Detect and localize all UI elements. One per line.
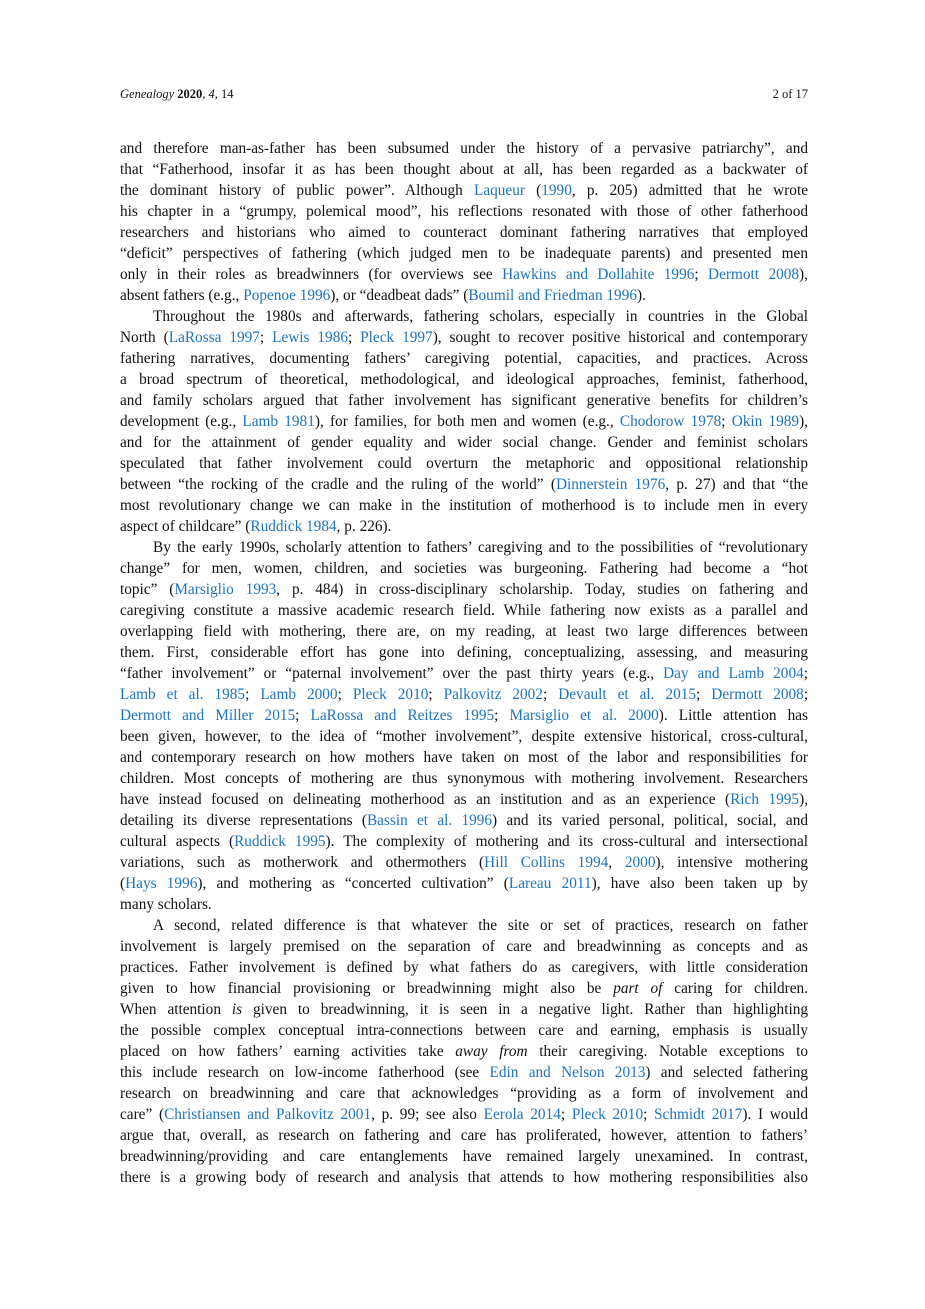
text-run: his chapter in a “grumpy, polemical mood”, his reflections resonated with those of other fatherhood [120,203,808,220]
text-line [120,579,808,600]
text-line [120,642,808,663]
text-run: the dominant history of public power”. Although [120,182,474,199]
text-line [120,453,808,474]
text-run: absent fathers (e.g., [120,287,244,304]
text-line [120,327,808,348]
journal-issue: 14 [221,87,234,101]
text-run: ; [560,1106,572,1123]
text-run: placed on how fathers’ earning activities take [120,1043,456,1060]
citation-link[interactable]: Pleck 2010 [352,686,429,703]
text-run: and therefore man-as-father has been subsumed under the history of a pervasive patriarchy”, and [120,140,808,157]
text-run: change” for men, women, children, and societies was burgeoning. Fathering had become a “hot [120,560,808,577]
text-line [120,411,808,432]
text-run: a broad spectrum of theoretical, methodological, and ideological approaches, feminist, fatherhood, [120,371,808,388]
text-line [120,222,808,243]
text-line [120,1104,808,1125]
text-run: and for the attainment of gender equality and wider social change. Gender and feminist scholars [120,434,808,451]
citation-link[interactable]: Lamb 2000 [260,686,338,703]
text-run: most revolutionary change we can make in the institution of motherhood is to include men in every [120,497,808,514]
text-line [120,516,808,537]
text-line [120,684,808,705]
text-run: , p. 484) in cross-disciplinary scholarship. Today, studies on fathering and [276,581,808,598]
citation-link[interactable]: Lamb 1981 [242,413,315,430]
text-run: ; [295,707,311,724]
text-run: ; [428,686,444,703]
text-run: there is a growing body of research and analysis that attends to how mothering responsibilities also [120,1169,808,1186]
text-run: care” ( [120,1106,165,1123]
text-run: , [608,854,625,871]
text-line [120,264,808,285]
text-line [120,201,808,222]
text-run: , p. 205) admitted that he wrote [571,182,808,199]
text-line [120,978,808,999]
citation-link[interactable]: Chodorow 1978 [619,413,722,430]
text-run: and contemporary research on how mothers have taken on most of the labor and responsibilities for [120,749,808,766]
text-line [120,789,808,810]
text-run: caregiving constitute a massive academic research field. While fathering now exists as a parallel and [120,602,808,619]
text-line [120,306,808,327]
emphasis-text: away from [455,1043,528,1060]
text-run: given to breadwinning, it is seen in a negative light. Rather than highlighting [242,1001,808,1018]
citation-link[interactable]: Bassin et al. 1996 [366,812,493,829]
citation-link[interactable]: Boumil and Friedman 1996 [468,287,638,304]
text-run: between “the rocking of the cradle and the ruling of the world” ( [120,476,556,493]
text-line [120,1020,808,1041]
text-run: A second, related difference is that whatever the site or set of practices, research on father [153,917,808,934]
citation-link[interactable]: Palkovitz 2002 [443,686,543,703]
citation-link[interactable]: Devault et al. 2015 [558,686,697,703]
text-run: ). [637,287,646,304]
text-run: ). Little attention has [658,707,808,724]
text-run: children. Most concepts of mothering are thus synonymous with mothering involvement. Researchers [120,770,808,787]
text-run: been given, however, to the idea of “mother involvement”, despite extensive historical, cross-cultural, [120,728,808,745]
text-run: only in their roles as breadwinners (for overviews see [120,266,503,283]
text-line [120,285,808,306]
text-run: their caregiving. Notable exceptions to [527,1043,808,1060]
text-run: ; [337,686,353,703]
citation-link[interactable]: Laqueur [474,182,525,199]
text-run: ; [348,329,361,346]
text-run: When attention [120,1001,232,1018]
text-run: detailing its diverse representations ( [120,812,367,829]
citation-link[interactable]: Pleck 2010 [571,1106,644,1123]
journal-volume: 4 [208,87,215,101]
citation-link[interactable]: 1990 [541,182,572,199]
text-run: them. First, considerable effort has gone into defining, conceptualizing, assessing, and measuring [120,644,808,661]
text-run: ) and selected fathering [645,1064,808,1081]
text-run: cultural aspects ( [120,833,235,850]
text-run: ), have also been taken up by [591,875,808,892]
paragraph [120,306,808,537]
text-run: ; [803,665,808,682]
emphasis-text: part of [613,980,663,997]
text-line [120,369,808,390]
citation-link[interactable]: LaRossa 1997 [168,329,260,346]
text-run: , p. 99; see also [371,1106,484,1123]
text-run: ), for families, for both men and women (e.g., [314,413,620,430]
text-run: ( [524,182,542,199]
text-line [120,495,808,516]
citation-link[interactable]: Christiansen and Palkovitz 2001 [164,1106,372,1123]
text-line [120,1146,808,1167]
text-run: ), [799,791,809,808]
text-run: development (e.g., [120,413,243,430]
text-line [120,1062,808,1083]
text-line [120,747,808,768]
text-run: this include research on low-income fatherhood (see [120,1064,490,1081]
text-line [120,915,808,936]
text-run: overlapping field with mothering, there are, on my reading, at least two large differences between [120,623,808,640]
text-run: ( [120,875,126,892]
citation-link[interactable]: Ruddick 1984 [250,518,337,535]
text-line [120,726,808,747]
text-run: involvement is largely premised on the separation of care and breadwinning as concepts and as [120,938,808,955]
text-line [120,957,808,978]
text-run: argue that, overall, as research on fathering and care has proliferated, however, attention to fathers’ [120,1127,808,1144]
text-run: researchers and historians who aimed to counteract dominant fathering narratives that employed [120,224,808,241]
text-run: caring for children. [662,980,808,997]
text-line [120,810,808,831]
text-run: fathering narratives, documenting fathers’ caregiving potential, capacities, and practices. Across [120,350,808,367]
running-header [120,87,808,102]
citation-link[interactable]: LaRossa and Reitzes 1995 [310,707,495,724]
citation-link[interactable]: Hill Collins 1994 [484,854,609,871]
text-run: ), or “deadbeat dads” ( [330,287,469,304]
text-line [120,159,808,180]
text-run: ). I would [742,1106,809,1123]
text-line [120,831,808,852]
text-run: ), intensive mothering [655,854,809,871]
citation-link[interactable]: Ruddick 1995 [234,833,326,850]
text-run: North ( [120,329,169,346]
text-line [120,138,808,159]
text-run: ; [803,686,809,703]
citation-link[interactable]: Hays 1996 [125,875,198,892]
text-run: “father involvement” or “paternal involvement” over the past thirty years (e.g., [120,665,664,682]
text-run: ; [694,266,709,283]
text-line [120,558,808,579]
text-run: aspect of childcare” ( [120,518,251,535]
text-run: ). The complexity of mothering and its cross-cultural and intersectional [325,833,808,850]
text-line [120,852,808,873]
text-run: breadwinning/providing and care entanglements have remained largely unexamined. In contrast, [120,1148,808,1165]
journal-citation: Genealogy 2020, 4, 14 [120,87,234,101]
citation-link[interactable]: Lareau 2011 [508,875,592,892]
text-run: ) and its varied personal, political, social, and [492,812,808,829]
journal-year: 2020 [177,87,203,101]
text-line [120,600,808,621]
text-run: , p. 226). [336,518,392,535]
citation-link[interactable]: Dermott 2008 [708,266,800,283]
paragraph [120,915,808,1188]
text-run: ; [721,413,732,430]
text-line [120,180,808,201]
text-line [120,243,808,264]
text-line [120,768,808,789]
paragraph [120,138,808,306]
citation-link[interactable]: Dermott 2008 [711,686,804,703]
citation-link[interactable]: Eerola 2014 [483,1106,561,1123]
text-line [120,873,808,894]
text-run: the possible complex conceptual intra-connections between care and earning, emphasis is usually [120,1022,808,1039]
text-run: speculated that father involvement could overturn the metaphoric and oppositional relationship [120,455,808,472]
text-run: ; [259,329,273,346]
citation-link[interactable]: Dinnerstein 1976 [555,476,666,493]
text-line [120,474,808,495]
text-line [120,1041,808,1062]
citation-link[interactable]: Marsiglio 1993 [174,581,277,598]
text-line [120,1167,808,1188]
text-run: ; [245,686,261,703]
text-run: “deficit” perspectives of fathering (which judged men to be inadequate parents) and presented men [120,245,808,262]
text-run: practices. Father involvement is defined by what fathers do as caregivers, with little consideration [120,959,808,976]
text-run: topic” ( [120,581,175,598]
emphasis-text: is [231,1001,243,1018]
citation-link[interactable]: Edin and Nelson 2013 [489,1064,646,1081]
text-line [120,663,808,684]
text-run: ; [643,1106,655,1123]
citation-link[interactable]: Lamb et al. 1985 [120,686,246,703]
citation-link[interactable]: Dermott and Miller 2015 [120,707,296,724]
citation-link[interactable]: Okin 1989 [731,413,800,430]
text-run: ; [696,686,712,703]
text-run: Throughout the 1980s and afterwards, fathering scholars, especially in countries in the Global [153,308,808,325]
citation-link[interactable]: Hawkins and Dollahite 1996 [502,266,695,283]
text-run: many scholars. [120,896,212,913]
journal-name: Genealogy [120,87,175,101]
citation-link[interactable]: Rich 1995 [730,791,800,808]
citation-link[interactable]: Pleck 1997 [360,329,433,346]
text-run: given to how financial provisioning or breadwinning might also be [120,980,614,997]
text-line [120,348,808,369]
text-line [120,621,808,642]
text-line [120,999,808,1020]
text-run: ; [494,707,510,724]
text-run: have instead focused on delineating motherhood as an institution and as an experience ( [120,791,731,808]
text-line [120,432,808,453]
text-line [120,1125,808,1146]
citation-link[interactable]: Popenoe 1996 [243,287,331,304]
text-run: variations, such as motherwork and othermothers ( [120,854,485,871]
citation-link[interactable]: 2000 [624,854,656,871]
citation-link[interactable]: Marsiglio et al. 2000 [509,707,659,724]
text-run: ), [799,413,808,430]
text-line [120,390,808,411]
text-line [120,1083,808,1104]
text-run: ), [799,266,808,283]
text-run: and family scholars argued that father involvement has significant generative benefits for children’s [120,392,808,409]
page-number: 2 of 17 [772,87,808,101]
citation-link[interactable]: Day and Lamb 2004 [663,665,804,682]
text-line [120,936,808,957]
text-line [120,894,808,915]
text-line [120,705,808,726]
text-run: that “Fatherhood, insofar it as has been thought about at all, has been regarded as a backwater of [120,161,808,178]
text-run: By the early 1990s, scholarly attention to fathers’ caregiving and to the possibilities of “revolutionary [153,539,808,556]
text-run: , p. 27) and that “the [665,476,808,493]
text-run: research on breadwinning and care that acknowledges “providing as a form of involvement and [120,1085,808,1102]
paragraph [120,537,808,915]
text-line [120,537,808,558]
text-run: ), and mothering as “concerted cultivation” ( [197,875,509,892]
article-body [120,138,808,1188]
text-run: ; [542,686,559,703]
citation-link[interactable]: Schmidt 2017 [654,1106,743,1123]
text-run: ), sought to recover positive historical and contemporary [432,329,808,346]
citation-link[interactable]: Lewis 1986 [272,329,348,346]
